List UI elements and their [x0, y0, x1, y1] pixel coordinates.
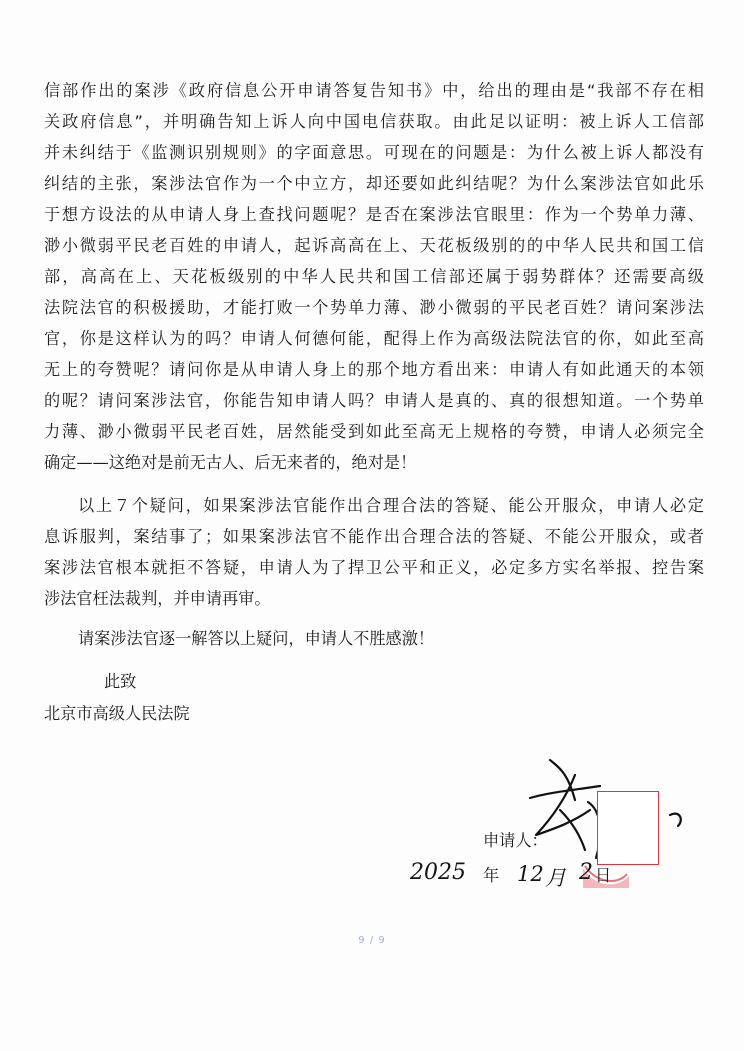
paragraph-line: 涉法官枉法裁判，并申请再审。	[44, 589, 271, 608]
date-month-handwritten: 12	[517, 862, 544, 886]
date-year-char: 年	[483, 866, 500, 885]
paragraph-line: 案涉法官根本就拒不答疑，申请人为了捍卫公平和正义，必定多方实名举报、控告案	[44, 558, 704, 577]
paragraph-line: 并未纠结于《监测识别规则》的字面意思。可现在的问题是：为什么被上诉人都没有	[44, 143, 704, 162]
applicant-label: 申请人：	[483, 831, 548, 850]
paragraph-line: 力薄、渺小微弱平民老百姓，居然能受到如此至高无上规格的夸赞，申请人必须完全	[44, 422, 704, 441]
paragraph-line: 部，高高在上、天花板级别的中华人民共和国工信部还属于弱势群体？还需要高级	[44, 267, 704, 286]
paragraph-3: 请案涉法官逐一解答以上疑问，申请人不胜感激！	[78, 629, 435, 648]
redaction-box	[597, 791, 659, 865]
paragraph-line: 法院法官的积极援助，才能打败一个势单力薄、渺小微弱的平民老百姓？请问案涉法	[44, 298, 704, 317]
signature-date	[405, 860, 645, 900]
recipient-court: 北京市高级人民法院	[44, 704, 190, 723]
paragraph-line: 关政府信息”，并明确告知上诉人向中国电信获取。由此足以证明：被上诉人工信部	[44, 112, 704, 131]
paragraph-line: 纠结的主张，案涉法官作为一个中立方，却还要如此纠结呢？为什么案涉法官如此乐	[44, 174, 704, 193]
date-year-handwritten: 2025	[410, 860, 466, 885]
date-month-char: 月	[545, 866, 566, 890]
paragraph-line: 官，你是这样认为的吗？申请人何德何能，配得上作为高级法院法官的你，如此至高	[44, 329, 704, 348]
date-day-char: 日	[595, 866, 612, 885]
paragraph-line: 无上的夸赞呢？请问你是从申请人身上的那个地方看出来：申请人有如此通天的本领	[44, 360, 704, 379]
paragraph-line: 信部作出的案涉《政府信息公开申请答复告知书》中，给出的理由是“我部不存在相	[44, 81, 704, 100]
paragraph-line: 确定——这绝对是前无古人、后无来者的，绝对是！	[44, 453, 417, 472]
paragraph-line: 渺小微弱平民老百姓的申请人，起诉高高在上、天花板级别的的中华人民共和国工信	[44, 236, 704, 255]
paragraph-line: 以上７个疑问，如果案涉法官能作出合理合法的答疑、能公开服众，申请人必定	[78, 496, 704, 515]
paragraph-line: 息诉服判，案结事了；如果案涉法官不能作出合理合法的答疑、不能公开服众，或者	[44, 527, 704, 546]
date-day-handwritten: 2	[579, 860, 593, 885]
paragraph-line: 的呢？请问案涉法官，你能告知申请人吗？申请人是真的、真的很想知道。一个势单	[44, 391, 704, 410]
paragraph-line: 于想方设法的从申请人身上查找问题呢？是否在案涉法官眼里：作为一个势单力薄、	[44, 205, 704, 224]
page-number: 9 / 9	[358, 935, 386, 946]
closing-salutation: 此致	[104, 672, 137, 691]
